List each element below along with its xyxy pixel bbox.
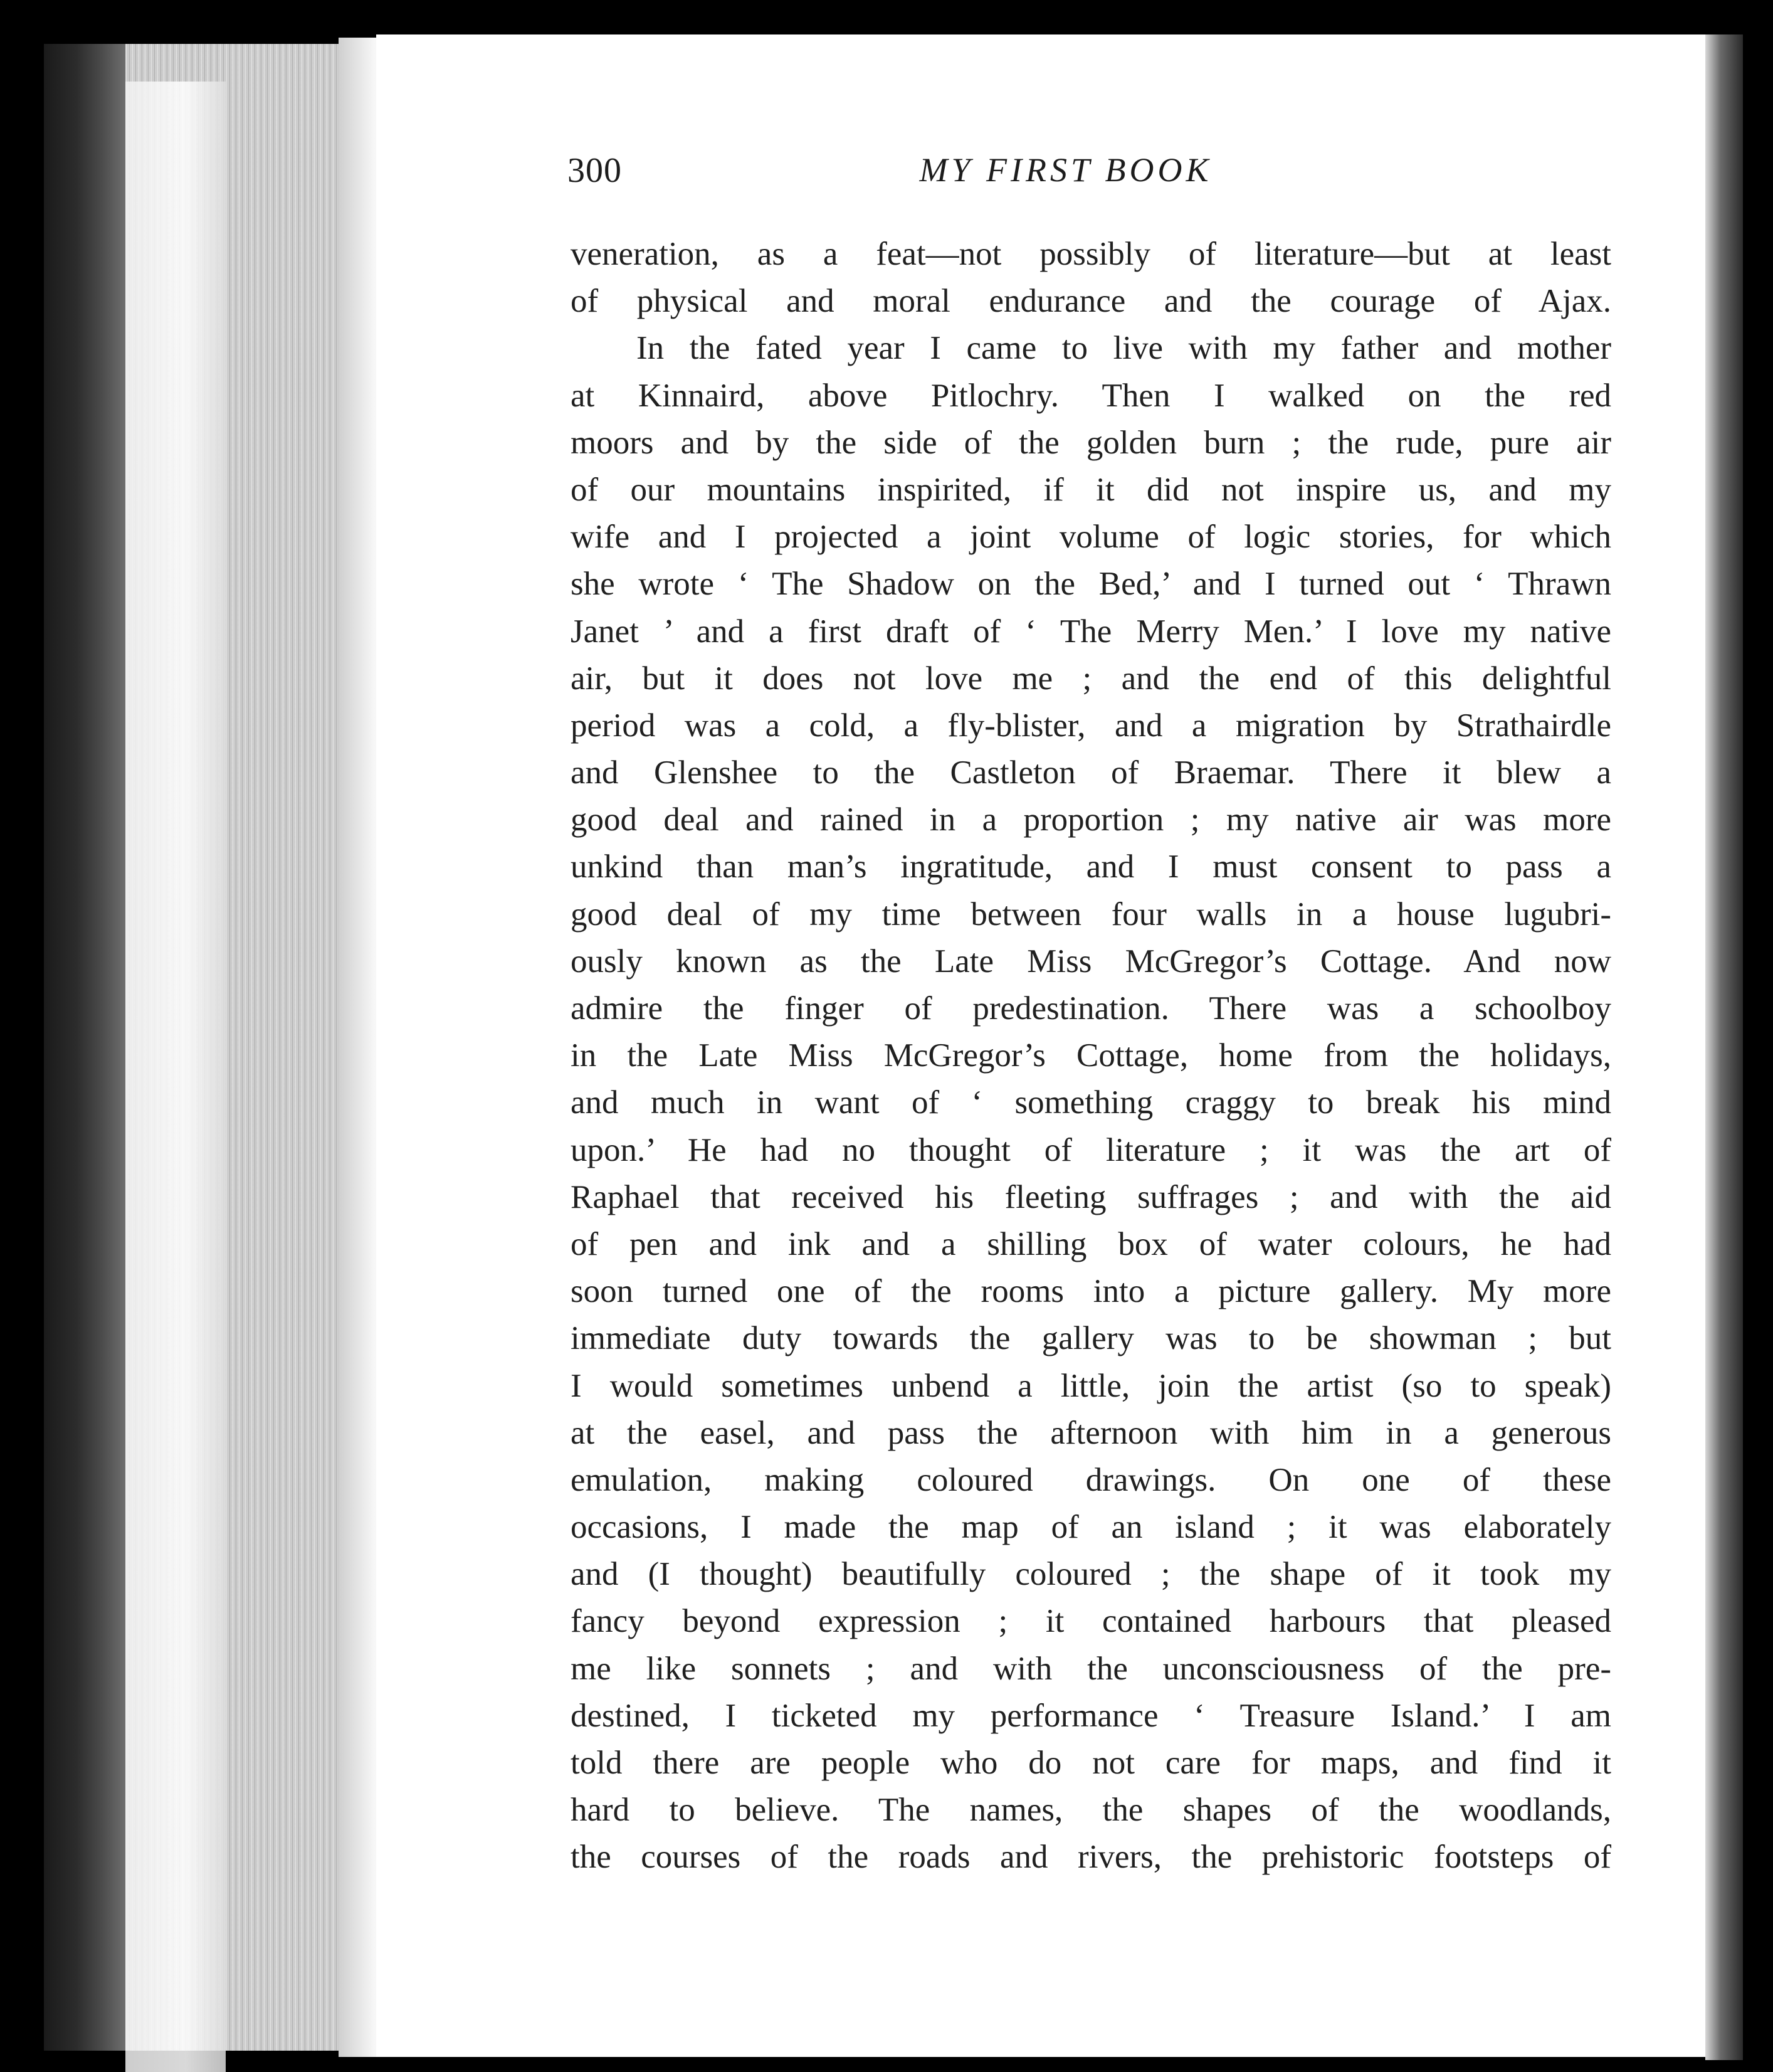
text-line: soon turned one of the rooms into a picture gallery. My more [571, 1273, 1611, 1310]
text-line: of pen and ink and a shilling box of water colours, he had [571, 1225, 1611, 1262]
text-line: she wrote ‘ The Shadow on the Bed,’ and I turned out ‘ Thrawn [571, 566, 1611, 603]
text-line: fancy beyond expression ; it contained harbours that pleased [571, 1603, 1611, 1640]
text-line: upon.’ He had no thought of literature ; it was the art of [571, 1131, 1611, 1168]
text-line: good deal of my time between four walls in a house lugubri- [571, 896, 1611, 933]
text-line: immediate duty towards the gallery was to be showman ; but [571, 1320, 1611, 1357]
text-line: hard to believe. The names, the shapes of the woodlands, [571, 1792, 1611, 1829]
text-line: period was a cold, a fly-blister, and a migration by Strathairdle [571, 707, 1611, 744]
text-line: occasions, I made the map of an island ; it was elaborately [571, 1509, 1611, 1546]
text-line: me like sonnets ; and with the unconsciousness of the pre- [571, 1650, 1611, 1687]
running-title: MY FIRST BOOK [919, 151, 1213, 189]
text-line: Janet ’ and a first draft of ‘ The Merry Men.’ I love my native [571, 613, 1611, 650]
page-number: 300 [567, 151, 622, 190]
body-text [571, 231, 1611, 1881]
text-line: told there are people who do not care for maps, and find it [571, 1745, 1611, 1781]
text-line: of our mountains inspirited, if it did not inspire us, and my [571, 471, 1611, 508]
text-line: In the fated year I came to live with my father and mother [636, 330, 1611, 367]
text-line: at Kinnaird, above Pitlochry. Then I walked on the red [571, 377, 1611, 414]
text-line: good deal and rained in a proportion ; my native air was more [571, 801, 1611, 838]
text-line: moors and by the side of the golden burn ; the rude, pure air [571, 424, 1611, 461]
text-line: of physical and moral endurance and the courage of Ajax. [571, 283, 1611, 320]
text-line: emulation, making coloured drawings. On one of these [571, 1461, 1611, 1498]
text-line: unkind than man’s ingratitude, and I must consent to pass a [571, 848, 1611, 885]
text-line: the courses of the roads and rivers, the prehistoric footsteps of [571, 1839, 1611, 1876]
text-line: Raphael that received his fleeting suffrages ; and with the aid [571, 1178, 1611, 1215]
text-line: admire the finger of predestination. There was a schoolboy [571, 990, 1611, 1027]
text-line: in the Late Miss McGregor’s Cottage, home from the holidays, [571, 1037, 1611, 1074]
text-line: and much in want of ‘ something craggy to break his mind [571, 1084, 1611, 1121]
text-line: and Glenshee to the Castleton of Braemar. There it blew a [571, 754, 1611, 791]
text-line: ously known as the Late Miss McGregor’s Cottage. And now [571, 943, 1611, 980]
text-line: and (I thought) beautifully coloured ; the shape of it took my [571, 1556, 1611, 1593]
text-line: destined, I ticketed my performance ‘ Treasure Island.’ I am [571, 1697, 1611, 1734]
text-line: air, but it does not love me ; and the end of this delightful [571, 660, 1611, 697]
text-line: wife and I projected a joint volume of logic stories, for which [571, 519, 1611, 556]
closed-page-stack [44, 44, 382, 2051]
page-header [567, 151, 1614, 194]
text-line: I would sometimes unbend a little, join the artist (so to speak) [571, 1367, 1611, 1404]
text-line: veneration, as a feat—not possibly of literature—but at least [571, 236, 1611, 272]
text-line: at the easel, and pass the afternoon with him in a generous [571, 1414, 1611, 1451]
right-page-edge [1705, 34, 1743, 2060]
